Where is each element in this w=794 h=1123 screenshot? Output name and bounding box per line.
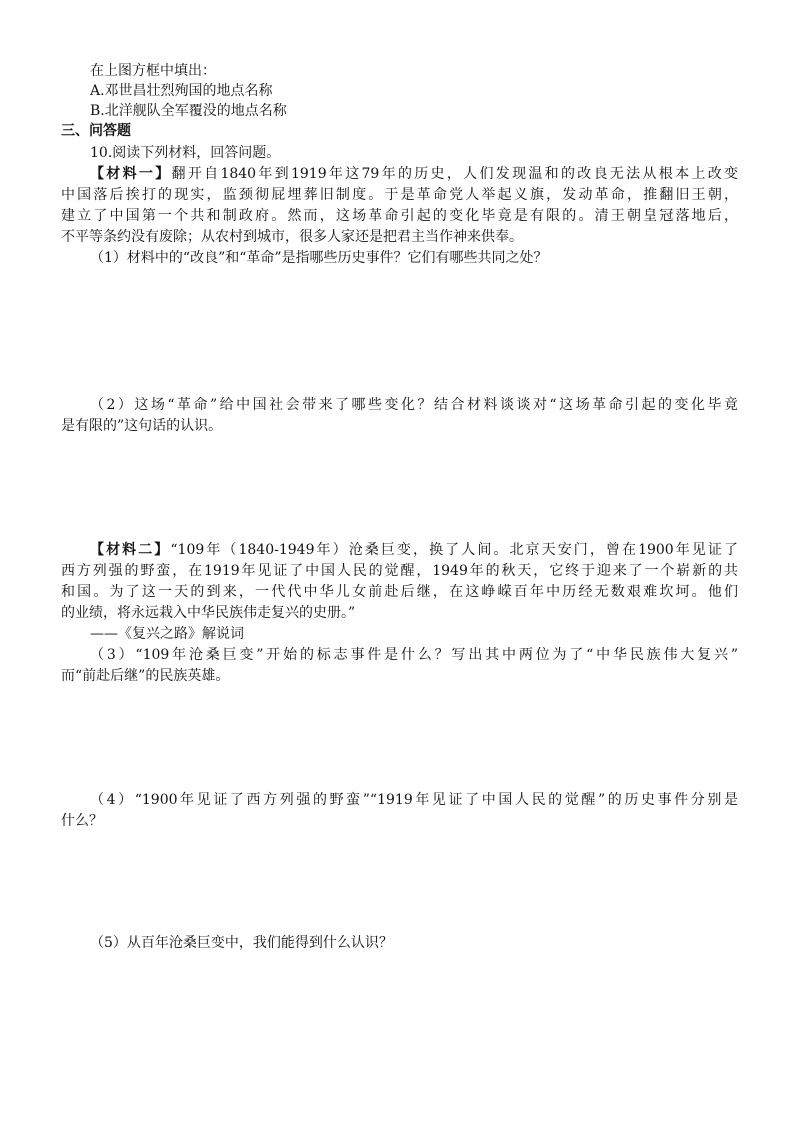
material-one-line-3: 建立了中国第一个共和制政府。然而，这场革命引起的变化毕竟是有限的。清王朝皇冠落地后， <box>61 208 738 224</box>
question-2-line-2: 是有限的”这句话的认识。 <box>61 418 223 434</box>
material-two-label: 【材料二】 <box>90 542 171 558</box>
question-3-line-2: 而“前赴后继”的民族英雄。 <box>61 668 230 684</box>
fill-in-option-b: B.北洋舰队全军覆没的地点名称 <box>90 103 287 119</box>
question-5: （5）从百年沧桑巨变中，我们能得到什么认识？ <box>90 935 393 951</box>
section-heading: 三、问答题 <box>61 123 131 139</box>
question-4-line-2: 什么？ <box>61 813 103 829</box>
material-one-line-2: 中国落后挨打的现实，监颈彻屁埋葬旧制度。于是革命党人举起义旗，发动革命，推翻旧王朝， <box>61 187 738 203</box>
material-one-line-4: 不平等条约没有废除；从农村到城市，很多人家还是把君主当作神来供奉。 <box>61 229 523 245</box>
question-intro: 10.阅读下列材料，回答问题。 <box>90 145 281 161</box>
question-2-line-1: （2）这场“革命”给中国社会带来了哪些变化？结合材料谈谈对“这场革命引起的变化毕竟 <box>90 397 738 413</box>
material-one-line-1 <box>90 164 738 185</box>
material-two-line-1 <box>90 540 738 561</box>
fill-in-instruction: 在上图方框中填出： <box>90 63 216 79</box>
question-4-line-1: （4）“1900年见证了西方列强的野蛮”“1919年见证了中国人民的觉醒”的历史事件分别是 <box>90 792 738 808</box>
material-two-text: “109年（1840-1949年）沧桑巨变，换了人间。北京天安门，曾在1900年见证了 <box>170 542 738 558</box>
material-two-source: ——《复兴之路》解说词 <box>90 626 244 642</box>
material-one-label: 【材料一】 <box>90 166 172 182</box>
question-3-line-1: （3）“109年沧桑巨变”开始的标志事件是什么？写出其中两位为了“中华民族伟大复兴” <box>90 647 738 663</box>
material-two-line-2: 西方列强的野蛮，在1919年见证了中国人民的觉醒，1949年的秋天，它终于迎来了一个崭新的共 <box>61 563 738 579</box>
material-two-line-4: 的业绩，将永远栽入中华民族伟走复兴的史册。” <box>61 605 356 621</box>
question-1: （1）材料中的“改良”和“革命”是指哪些历史事件？它们有哪些共同之处？ <box>90 250 548 266</box>
fill-in-option-a: A.邓世昌壮烈殉国的地点名称 <box>90 83 273 99</box>
material-one-text: 翻开自1840年到1919年这79年的历史，人们发现温和的改良无法从根本上改变 <box>171 166 738 182</box>
material-two-line-3: 和国。为了这一天的到来，一代代中华儿女前赴后继，在这峥嵘百年中历经无数艰难坎坷。他们 <box>61 584 738 600</box>
